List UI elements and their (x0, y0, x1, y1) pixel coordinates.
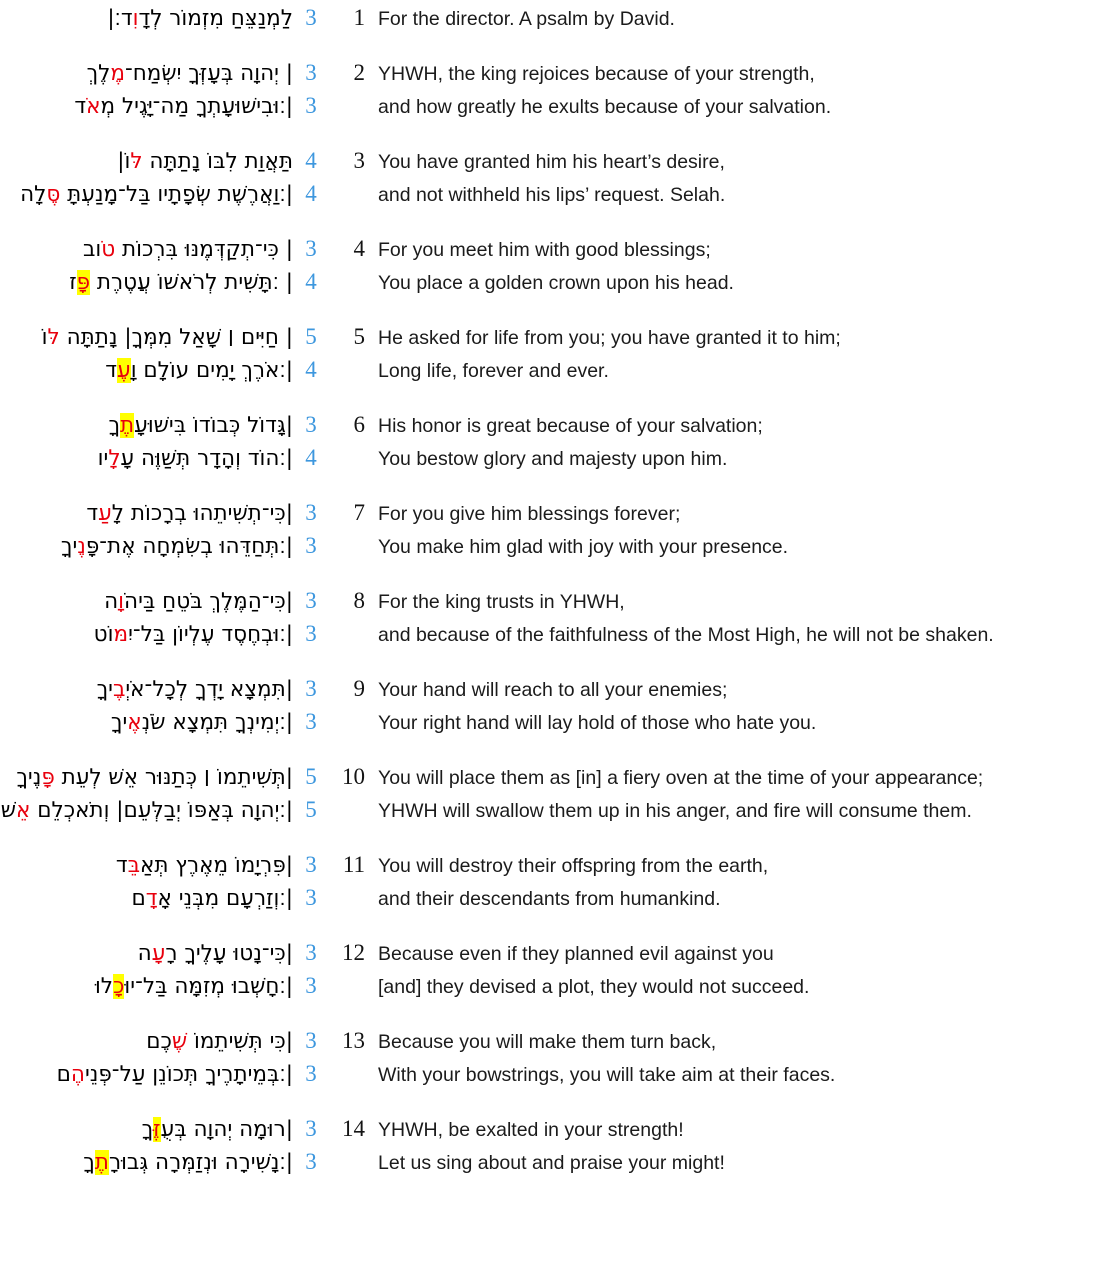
poetic-line (0, 178, 1110, 212)
poetic-line (0, 321, 1110, 355)
verse-number: 6 (353, 411, 365, 437)
marked-syllable: מּ (113, 622, 129, 647)
english-translation: For you give him blessings forever; (378, 502, 681, 525)
verse-spacer (0, 1004, 1110, 1025)
marked-syllable: וִ (132, 6, 139, 31)
hebrew-segment: | כִּי־תְקַדְּמֶנּוּ בִּרְכוֹת (115, 236, 293, 262)
english-translation: Because you will make them turn back, (378, 1030, 717, 1053)
verse-spacer (0, 564, 1110, 585)
marked-syllable: נֶ (77, 534, 86, 559)
accent-count: 3 (305, 675, 317, 701)
verse-block (0, 233, 1110, 300)
hebrew-text (0, 619, 297, 651)
english-translation: Your right hand will lay hold of those who hate you. (378, 712, 817, 734)
hebrew-segment: ם (131, 886, 146, 911)
verse-block (0, 761, 1110, 828)
english-translation: YHWH will swallow them up in his anger, and fire will consume them. (378, 800, 972, 822)
marked-syllable: אֹ (86, 94, 101, 119)
hebrew-segment: ז (69, 270, 77, 295)
accent-count: 3 (305, 5, 317, 30)
hebrew-segment: |כִּי־הַמֶּלֶךְ בֹּטֵחַ בַּיהֹ (124, 588, 293, 614)
hebrew-text (0, 938, 297, 970)
hebrew-segment: |כִּי תְּשִׁיתֵמוֹ (187, 1028, 293, 1054)
english-translation: For the king trusts in YHWH, (378, 590, 625, 613)
poetic-line (0, 497, 1110, 531)
highlighted-syllable: כָ (113, 974, 125, 999)
hebrew-text (0, 674, 297, 706)
verse-number: 8 (353, 587, 365, 613)
english-translation: [and] they devised a plot, they would not succeed. (378, 976, 810, 998)
accent-count: 3 (305, 885, 317, 910)
poetic-line (0, 937, 1110, 971)
verse-spacer (0, 212, 1110, 233)
verse-spacer (0, 476, 1110, 497)
verse-block (0, 57, 1110, 124)
poetic-line (0, 970, 1110, 1004)
verse-number: 3 (353, 147, 365, 173)
verse-block (0, 1113, 1110, 1180)
verse-number: 9 (353, 675, 365, 701)
hebrew-text (0, 707, 297, 739)
hebrew-segment: |׃וּבְחֶסֶד עֶלְיוֹן בַּל־יִ (128, 622, 293, 647)
hebrew-text (0, 410, 297, 442)
hebrew-segment: ד (74, 94, 87, 119)
hebrew-segment: ד׃| (107, 6, 133, 31)
verse-block (0, 497, 1110, 564)
english-translation: You place a golden crown upon his head. (378, 272, 734, 294)
accent-count: 3 (305, 1115, 317, 1141)
hebrew-segment: |׃נָשִׁירָה וּנְזַמְּרָה גְּבוּרָ (108, 1150, 293, 1175)
accent-count: 3 (305, 709, 317, 734)
hebrew-segment: יו (97, 446, 109, 471)
accent-count: 3 (305, 939, 317, 965)
verse-block (0, 321, 1110, 388)
marked-syllable: אֵ (16, 798, 31, 823)
poetic-line (0, 761, 1110, 795)
accent-count: 3 (305, 411, 317, 437)
hebrew-segment: ד (105, 358, 118, 383)
poetic-line (0, 618, 1110, 652)
hebrew-segment: |׃יְהוָה בְּאַפּוֹ יְבַלְּעֵם| וְתֹאכְלֵם (30, 798, 293, 823)
highlighted-syllable: עֶ (117, 358, 131, 383)
verse-spacer (0, 36, 1110, 57)
verse-spacer (0, 388, 1110, 409)
verse-number: 12 (342, 939, 365, 965)
poetic-line (0, 233, 1110, 267)
accent-count: 5 (305, 763, 317, 789)
marked-syllable: עָ (151, 940, 166, 966)
marked-syllable: בֵּ (127, 852, 141, 878)
accent-count: 4 (305, 269, 317, 294)
marked-syllable: דָ (145, 886, 158, 911)
hebrew-segment: תַּאֲוַת לִבּוֹ נָתַתָּה (142, 148, 293, 174)
verse-number: 1 (353, 5, 365, 30)
accent-count: 5 (305, 323, 317, 349)
english-translation: Let us sing about and praise your might! (378, 1152, 725, 1174)
english-translation: You will destroy their offspring from the earth, (378, 854, 769, 877)
hebrew-segment: |פִּרְיָמוֹ מֵאֶרֶץ תְּאַ (140, 852, 293, 878)
accent-count: 3 (305, 973, 317, 998)
verse-number: 11 (342, 851, 365, 877)
accent-count: 5 (305, 797, 317, 822)
hebrew-text (0, 883, 297, 915)
accent-count: 3 (305, 499, 317, 525)
hebrew-text (0, 267, 297, 299)
verse-block (0, 673, 1110, 740)
english-translation: He asked for life from you; you have granted it to him; (378, 326, 841, 349)
verse-number: 5 (353, 323, 365, 349)
accent-count: 4 (305, 147, 317, 173)
poetic-line (0, 266, 1110, 300)
hebrew-segment: ד (86, 500, 99, 526)
highlighted-syllable: תֶ (120, 412, 135, 438)
hebrew-text (0, 1026, 297, 1058)
hebrew-text (0, 58, 297, 90)
verse-number: 2 (353, 59, 365, 85)
hebrew-segment: לֶךְ (86, 60, 111, 86)
accent-count: 3 (305, 235, 317, 261)
hebrew-segment: לוּ (94, 974, 114, 999)
hebrew-segment: שׁ (0, 798, 16, 823)
verse-spacer (0, 740, 1110, 761)
hebrew-segment: |גָּדוֹל כְּבוֹדוֹ בִּישׁוּעָ (134, 412, 293, 438)
hebrew-segment: |׃וְזַרְעָם מִבְּנֵי אָ (157, 886, 293, 911)
hebrew-segment: ה (137, 940, 152, 966)
poetic-line (0, 585, 1110, 619)
hebrew-text (0, 531, 297, 563)
english-translation: For you meet him with good blessings; (378, 238, 711, 261)
poetic-line (0, 90, 1110, 124)
english-translation: Your hand will reach to all your enemies; (378, 678, 728, 701)
english-translation: You will place them as [in] a fiery oven at the time of your appearance; (378, 766, 984, 789)
hebrew-text (0, 971, 297, 1003)
verse-number: 4 (353, 235, 365, 261)
verse-block (0, 585, 1110, 652)
hebrew-segment: וב (82, 236, 102, 262)
english-translation: You make him glad with joy with your presence. (378, 536, 789, 558)
hebrew-segment: |׃בְּמֵיתָרֶיךָ תְּכוֹנֵן עַל־פְּנֵי (84, 1062, 293, 1087)
poetic-line (0, 1025, 1110, 1059)
verse-spacer (0, 300, 1110, 321)
hebrew-segment: ךָ (141, 1116, 154, 1142)
hebrew-segment: יךָ (60, 534, 78, 559)
hebrew-segment: | ׃תָּשִׁית לְרֹאשׁוֹ עֲטֶרֶת (90, 270, 293, 295)
poetic-line (0, 1058, 1110, 1092)
hebrew-segment: |׃אֹרֶךְ יָמִים עוֹלָם וָ (130, 358, 293, 383)
poetic-line (0, 57, 1110, 91)
hebrew-segment: ם (56, 1062, 71, 1087)
hebrew-text (0, 1147, 297, 1179)
hebrew-segment: וֹ| (117, 148, 131, 174)
accent-count: 4 (305, 181, 317, 206)
verse-block (0, 409, 1110, 476)
marked-syllable: הֶ (70, 1062, 85, 1087)
accent-count: 4 (305, 445, 317, 470)
accent-count: 3 (305, 587, 317, 613)
marked-syllable: וָ (118, 588, 125, 614)
hebrew-text (0, 850, 297, 882)
hebrew-segment: |׃יְמִינְךָ תִּמְצָא שֹׂנְ (141, 710, 293, 735)
marked-syllable: עַ (98, 500, 112, 526)
poetic-line (0, 1113, 1110, 1147)
accent-count: 3 (305, 533, 317, 558)
hebrew-segment: |תְּשִׁיתֵמוֹ ׀ כְּתַנּוּר אֵשׁ לְעֵת (54, 764, 293, 790)
hebrew-text (0, 146, 297, 178)
hebrew-segment: וֹ (41, 324, 48, 350)
english-translation: and not withheld his lips’ request. Selah. (378, 184, 726, 206)
verse-block (0, 849, 1110, 916)
verse-number: 7 (353, 499, 365, 525)
poetic-line (0, 530, 1110, 564)
hebrew-segment: כֶם (146, 1028, 172, 1054)
hebrew-segment: |כִּי־נָטוּ עָלֶיךָ רָ (165, 940, 293, 966)
accent-count: 3 (305, 59, 317, 85)
hebrew-text (0, 91, 297, 123)
english-translation: YHWH, the king rejoices because of your strength, (378, 62, 815, 85)
poetic-line (0, 1146, 1110, 1180)
verse-block (0, 145, 1110, 212)
poetic-line (0, 706, 1110, 740)
hebrew-text (0, 795, 297, 827)
poetic-line (0, 2, 1110, 36)
highlighted-syllable: זֶּ (153, 1116, 161, 1142)
marked-syllable: לָ (108, 446, 121, 471)
hebrew-text (0, 1059, 297, 1091)
hebrew-segment: יךָ (110, 710, 128, 735)
poetic-line (0, 673, 1110, 707)
highlighted-syllable: פָּ (76, 270, 91, 295)
verse-spacer (0, 124, 1110, 145)
poetic-line (0, 442, 1110, 476)
hebrew-segment: וֹט (93, 622, 114, 647)
hebrew-segment: |כִּי־תְשִׁיתֵהוּ בְרָכוֹת לָ (111, 500, 293, 526)
accent-count: 3 (305, 851, 317, 877)
poetic-line (0, 354, 1110, 388)
hebrew-text (0, 234, 297, 266)
poetic-line (0, 849, 1110, 883)
hebrew-text (0, 3, 297, 35)
highlighted-syllable: תֶ (94, 1150, 109, 1175)
english-translation: Because even if they planned evil against you (378, 942, 774, 965)
hebrew-segment: נֶיךָ (16, 764, 42, 790)
hebrew-text (0, 443, 297, 475)
accent-count: 3 (305, 1061, 317, 1086)
hebrew-text (0, 586, 297, 618)
marked-syllable: לּ (130, 148, 143, 174)
hebrew-segment: ךָ (108, 412, 121, 438)
hebrew-text (0, 179, 297, 211)
marked-syllable: אֶ (127, 710, 142, 735)
hebrew-segment: |׃וּבִישׁוּעָתְךָ מַה־יָּגֶיל מְ (100, 94, 293, 119)
hebrew-text (0, 355, 297, 387)
english-translation: You bestow glory and majesty upon him. (378, 448, 728, 470)
english-translation: For the director. A psalm by David. (378, 8, 675, 30)
english-translation: and their descendants from humankind. (378, 888, 721, 910)
verse-block (0, 937, 1110, 1004)
poetic-line (0, 794, 1110, 828)
english-translation: His honor is great because of your salvation; (378, 414, 763, 437)
accent-count: 4 (305, 357, 317, 382)
marked-syllable: סֶּ (46, 182, 61, 207)
marked-syllable: לּ (47, 324, 60, 350)
marked-syllable: בֶ (112, 676, 126, 702)
hebrew-segment: |רוּמָה יְהוָה בְּעֻ (160, 1116, 293, 1142)
verse-block (0, 1025, 1110, 1092)
accent-count: 3 (305, 621, 317, 646)
poetic-line (0, 145, 1110, 179)
verse-spacer (0, 652, 1110, 673)
hebrew-segment: |׃הוֹד וְהָדָר תְּשַׁוֶּה עָ (120, 446, 293, 471)
marked-syllable: טֹ (101, 236, 116, 262)
hebrew-segment: לָה (20, 182, 47, 207)
accent-count: 3 (305, 1027, 317, 1053)
hebrew-segment: ה (104, 588, 119, 614)
marked-syllable: פָּ (41, 764, 55, 790)
verse-number: 14 (342, 1115, 365, 1141)
accent-count: 3 (305, 93, 317, 118)
english-translation: Long life, forever and ever. (378, 360, 609, 382)
english-translation: You have granted him his heart’s desire, (378, 150, 725, 173)
hebrew-text (0, 498, 297, 530)
hebrew-segment: | חַיִּים ׀ שָׁאַל מִמְּךָ| נָתַתָּה (59, 324, 293, 350)
accent-count: 3 (305, 1149, 317, 1174)
english-translation: and how greatly he exults because of your salvation. (378, 96, 832, 118)
hebrew-text (0, 1114, 297, 1146)
hebrew-segment: ךָ (83, 1150, 95, 1175)
hebrew-segment: ד (115, 852, 128, 878)
verse-spacer (0, 1092, 1110, 1113)
hebrew-segment: יךָ (96, 676, 113, 702)
hebrew-segment: |׃וַאֲרֶשֶׁת שְׂפָתָיו בַּל־מָנַעְתָּ (60, 182, 293, 207)
hebrew-text (0, 762, 297, 794)
verse-number: 10 (342, 763, 365, 789)
marked-syllable: מֶ (110, 60, 125, 86)
english-translation: YHWH, be exalted in your strength! (378, 1118, 684, 1141)
hebrew-segment: לַמְנַצֵּחַ מִזְמוֹר לְדָ (138, 6, 293, 31)
marked-syllable: שֶׁ (171, 1028, 188, 1054)
hebrew-segment: | יְהוָה בְּעָזְּךָ יִשְׂמַח־ (124, 60, 293, 86)
english-translation: and because of the faithfulness of the Most High, he will not be shaken. (378, 624, 994, 646)
hebrew-segment: |׃חָשְׁבוּ מְזִמָּה בַּל־יוּ (124, 974, 293, 999)
hebrew-segment: |תִּמְצָא יָדְךָ לְכָל־אֹיְ (125, 676, 293, 702)
english-translation: With your bowstrings, you will take aim at their faces. (378, 1064, 836, 1086)
hebrew-text (0, 322, 297, 354)
verse-number: 13 (342, 1027, 365, 1053)
poetic-line (0, 882, 1110, 916)
verse-block (0, 2, 1110, 36)
verse-spacer (0, 828, 1110, 849)
hebrew-segment: |׃תְּחַדֵּהוּ בְשִׂמְחָה אֶת־פָּ (85, 534, 293, 559)
poetic-line (0, 409, 1110, 443)
verse-spacer (0, 916, 1110, 937)
